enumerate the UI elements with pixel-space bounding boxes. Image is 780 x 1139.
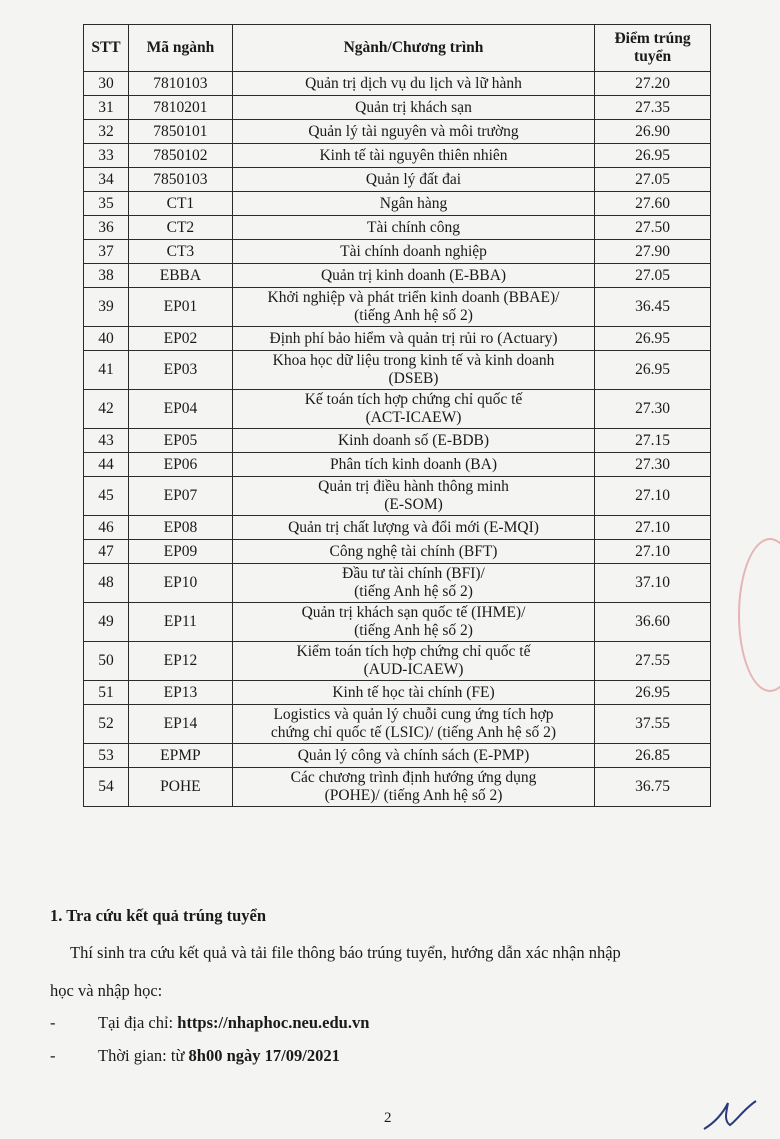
cell-ma-nganh: EP03 xyxy=(128,351,232,390)
admission-scores-table xyxy=(83,24,711,807)
cell-nganh xyxy=(232,144,594,168)
table-row xyxy=(84,327,711,351)
cell-nganh-line: (ACT-ICAEW) xyxy=(365,409,462,426)
cell-nganh xyxy=(232,168,594,192)
cell-nganh-line: Quản trị kinh doanh (E-BBA) xyxy=(320,266,507,284)
cell-nganh xyxy=(232,120,594,144)
cell-nganh xyxy=(232,96,594,120)
cell-stt: 32 xyxy=(84,120,129,144)
table-row xyxy=(84,264,711,288)
cell-nganh-line: (tiếng Anh hệ số 2) xyxy=(354,307,473,324)
table-row xyxy=(84,168,711,192)
header-stt: STT xyxy=(84,25,129,72)
cell-nganh xyxy=(232,192,594,216)
cell-ma-nganh: EP11 xyxy=(128,603,232,642)
cell-diem: 36.45 xyxy=(595,288,711,327)
bullet-time-value: 8h00 ngày 17/09/2021 xyxy=(188,1046,340,1065)
table-row xyxy=(84,351,711,390)
cell-nganh xyxy=(232,603,594,642)
cell-nganh xyxy=(232,705,594,744)
cell-diem: 27.10 xyxy=(595,540,711,564)
cell-nganh xyxy=(232,351,594,390)
cell-nganh-line: Định phí bảo hiểm và quản trị rủi ro (Actuary) xyxy=(269,329,558,347)
table-row xyxy=(84,192,711,216)
header-diem xyxy=(595,25,711,72)
cell-stt: 31 xyxy=(84,96,129,120)
cell-stt: 46 xyxy=(84,516,129,540)
cell-nganh-line: Kiểm toán tích hợp chứng chỉ quốc tế xyxy=(296,643,531,660)
cell-ma-nganh: EP08 xyxy=(128,516,232,540)
cell-stt: 41 xyxy=(84,351,129,390)
cell-nganh-line: Ngân hàng xyxy=(379,194,448,212)
cell-nganh-line: Quản lý tài nguyên và môi trường xyxy=(308,122,519,140)
cell-stt: 35 xyxy=(84,192,129,216)
bullet-address-url[interactable]: https://nhaphoc.neu.edu.vn xyxy=(177,1013,370,1032)
cell-diem: 36.60 xyxy=(595,603,711,642)
cell-nganh-line: Phân tích kinh doanh (BA) xyxy=(329,455,498,473)
table-row xyxy=(84,516,711,540)
cell-ma-nganh: EP13 xyxy=(128,681,232,705)
cell-nganh-line: Quản lý công và chính sách (E-PMP) xyxy=(297,746,530,764)
cell-ma-nganh: CT2 xyxy=(128,216,232,240)
table-row xyxy=(84,564,711,603)
cell-nganh-line: Tài chính công xyxy=(367,218,460,236)
cell-nganh-line: (AUD-ICAEW) xyxy=(363,661,464,678)
cell-stt: 33 xyxy=(84,144,129,168)
table-row xyxy=(84,288,711,327)
cell-nganh-line: (tiếng Anh hệ số 2) xyxy=(354,622,473,639)
cell-stt: 53 xyxy=(84,744,129,768)
cell-diem: 26.95 xyxy=(595,681,711,705)
cell-ma-nganh: EP12 xyxy=(128,642,232,681)
cell-stt: 47 xyxy=(84,540,129,564)
cell-stt: 44 xyxy=(84,453,129,477)
cell-nganh-line: Quản trị dịch vụ du lịch và lữ hành xyxy=(305,74,522,92)
cell-nganh xyxy=(232,72,594,96)
cell-nganh xyxy=(232,429,594,453)
cell-ma-nganh: EP07 xyxy=(128,477,232,516)
cell-nganh-line: Các chương trình định hướng ứng dụng xyxy=(290,769,537,786)
cell-ma-nganh: EP05 xyxy=(128,429,232,453)
cell-ma-nganh: 7810201 xyxy=(128,96,232,120)
cell-stt: 48 xyxy=(84,564,129,603)
cell-ma-nganh: EPMP xyxy=(128,744,232,768)
cell-diem: 27.90 xyxy=(595,240,711,264)
paragraph-line-1: Thí sinh tra cứu kết quả và tải file thông báo trúng tuyển, hướng dẫn xác nhận nhập xyxy=(70,943,621,962)
cell-stt: 50 xyxy=(84,642,129,681)
cell-stt: 43 xyxy=(84,429,129,453)
cell-nganh-line: Tài chính doanh nghiệp xyxy=(340,242,487,260)
bullet-address-label: Tại địa chỉ: xyxy=(98,1013,178,1032)
table-header-row xyxy=(84,25,711,72)
cell-ma-nganh: 7810103 xyxy=(128,72,232,96)
red-seal-partial-icon xyxy=(738,538,780,692)
cell-nganh-line: Kinh doanh số (E-BDB) xyxy=(337,431,490,449)
cell-nganh-line: (tiếng Anh hệ số 2) xyxy=(354,583,473,600)
cell-stt: 45 xyxy=(84,477,129,516)
cell-ma-nganh: EP01 xyxy=(128,288,232,327)
cell-nganh xyxy=(232,744,594,768)
cell-diem: 26.95 xyxy=(595,144,711,168)
handwritten-signature-icon xyxy=(700,1095,760,1135)
cell-nganh-line: Quản trị khách sạn quốc tế (IHME)/ xyxy=(301,604,526,621)
paragraph-line-2: học và nhập học: xyxy=(50,981,163,1000)
table-row xyxy=(84,477,711,516)
page-number: 2 xyxy=(384,1110,392,1126)
cell-nganh-line: Đầu tư tài chính (BFI)/ xyxy=(342,565,485,582)
table-row xyxy=(84,768,711,807)
table-row xyxy=(84,96,711,120)
cell-diem: 27.10 xyxy=(595,477,711,516)
cell-nganh-line: Logistics và quản lý chuỗi cung ứng tích hợp xyxy=(273,706,554,723)
cell-diem: 27.30 xyxy=(595,453,711,477)
cell-diem: 26.95 xyxy=(595,327,711,351)
header-diem-line2: trúng tuyển xyxy=(634,30,691,65)
section-title: 1. Tra cứu kết quả trúng tuyển xyxy=(50,906,267,925)
cell-stt: 37 xyxy=(84,240,129,264)
table-row xyxy=(84,390,711,429)
cell-ma-nganh: 7850103 xyxy=(128,168,232,192)
cell-diem: 36.75 xyxy=(595,768,711,807)
cell-nganh xyxy=(232,390,594,429)
cell-nganh-line: Kinh tế tài nguyên thiên nhiên xyxy=(319,146,508,164)
cell-ma-nganh: EP09 xyxy=(128,540,232,564)
cell-stt: 38 xyxy=(84,264,129,288)
table-row xyxy=(84,120,711,144)
cell-stt: 39 xyxy=(84,288,129,327)
cell-nganh xyxy=(232,540,594,564)
cell-diem: 26.90 xyxy=(595,120,711,144)
cell-nganh-line: Khởi nghiệp và phát triển kinh doanh (BBAE)/ xyxy=(267,289,560,306)
table-row xyxy=(84,603,711,642)
cell-nganh xyxy=(232,681,594,705)
table-row xyxy=(84,642,711,681)
cell-nganh xyxy=(232,642,594,681)
bullet-time-label: Thời gian: từ xyxy=(98,1046,189,1065)
cell-stt: 49 xyxy=(84,603,129,642)
cell-nganh-line: chứng chỉ quốc tế (LSIC)/ (tiếng Anh hệ số 2) xyxy=(270,724,557,741)
cell-diem: 37.10 xyxy=(595,564,711,603)
cell-ma-nganh: 7850102 xyxy=(128,144,232,168)
cell-diem: 37.55 xyxy=(595,705,711,744)
cell-diem: 27.55 xyxy=(595,642,711,681)
table-row xyxy=(84,540,711,564)
cell-ma-nganh: 7850101 xyxy=(128,120,232,144)
cell-ma-nganh: EP14 xyxy=(128,705,232,744)
header-nganh: Ngành/Chương trình xyxy=(232,25,594,72)
cell-nganh xyxy=(232,768,594,807)
cell-nganh-line: Quản trị chất lượng và đổi mới (E-MQI) xyxy=(288,518,539,536)
cell-diem: 27.15 xyxy=(595,429,711,453)
cell-nganh-line: Quản lý đất đai xyxy=(365,170,462,188)
table-row xyxy=(84,240,711,264)
cell-nganh xyxy=(232,516,594,540)
cell-diem: 26.85 xyxy=(595,744,711,768)
cell-nganh-line: Khoa học dữ liệu trong kinh tế và kinh doanh xyxy=(272,352,555,369)
table-row xyxy=(84,453,711,477)
cell-nganh-line: Quản trị khách sạn xyxy=(355,98,472,116)
cell-diem: 27.10 xyxy=(595,516,711,540)
cell-diem: 27.05 xyxy=(595,168,711,192)
cell-diem: 26.95 xyxy=(595,351,711,390)
table-row xyxy=(84,681,711,705)
cell-stt: 42 xyxy=(84,390,129,429)
cell-nganh-line: (DSEB) xyxy=(388,370,439,387)
cell-nganh xyxy=(232,288,594,327)
cell-nganh-line: Kinh tế học tài chính (FE) xyxy=(332,683,495,701)
cell-stt: 40 xyxy=(84,327,129,351)
cell-diem: 27.05 xyxy=(595,264,711,288)
cell-nganh xyxy=(232,564,594,603)
cell-nganh xyxy=(232,264,594,288)
cell-diem: 27.30 xyxy=(595,390,711,429)
header-ma-nganh: Mã ngành xyxy=(128,25,232,72)
table-body xyxy=(84,72,711,807)
cell-stt: 34 xyxy=(84,168,129,192)
bullet-dash: - xyxy=(50,1046,56,1065)
table-row xyxy=(84,144,711,168)
cell-diem: 27.20 xyxy=(595,72,711,96)
cell-ma-nganh: POHE xyxy=(128,768,232,807)
cell-diem: 27.50 xyxy=(595,216,711,240)
cell-ma-nganh: EP04 xyxy=(128,390,232,429)
cell-ma-nganh: CT1 xyxy=(128,192,232,216)
cell-stt: 30 xyxy=(84,72,129,96)
cell-stt: 36 xyxy=(84,216,129,240)
cell-nganh xyxy=(232,453,594,477)
cell-nganh-line: (POHE)/ (tiếng Anh hệ số 2) xyxy=(324,787,503,804)
cell-stt: 51 xyxy=(84,681,129,705)
cell-ma-nganh: EP10 xyxy=(128,564,232,603)
cell-ma-nganh: EP02 xyxy=(128,327,232,351)
cell-ma-nganh: CT3 xyxy=(128,240,232,264)
cell-nganh xyxy=(232,240,594,264)
cell-stt: 54 xyxy=(84,768,129,807)
cell-nganh-line: (E-SOM) xyxy=(384,496,443,513)
table-row xyxy=(84,72,711,96)
cell-nganh-line: Công nghệ tài chính (BFT) xyxy=(329,542,498,560)
cell-nganh-line: Kế toán tích hợp chứng chỉ quốc tế xyxy=(304,391,523,408)
cell-nganh xyxy=(232,327,594,351)
table-row xyxy=(84,705,711,744)
cell-nganh xyxy=(232,477,594,516)
table-row xyxy=(84,429,711,453)
cell-diem: 27.35 xyxy=(595,96,711,120)
cell-diem: 27.60 xyxy=(595,192,711,216)
cell-nganh-line: Quản trị điều hành thông minh xyxy=(318,478,509,495)
cell-ma-nganh: EBBA xyxy=(128,264,232,288)
cell-ma-nganh: EP06 xyxy=(128,453,232,477)
header-diem-line1: Điểm xyxy=(614,30,650,47)
table-row xyxy=(84,744,711,768)
bullet-dash: - xyxy=(50,1013,56,1032)
cell-nganh xyxy=(232,216,594,240)
table-row xyxy=(84,216,711,240)
cell-stt: 52 xyxy=(84,705,129,744)
